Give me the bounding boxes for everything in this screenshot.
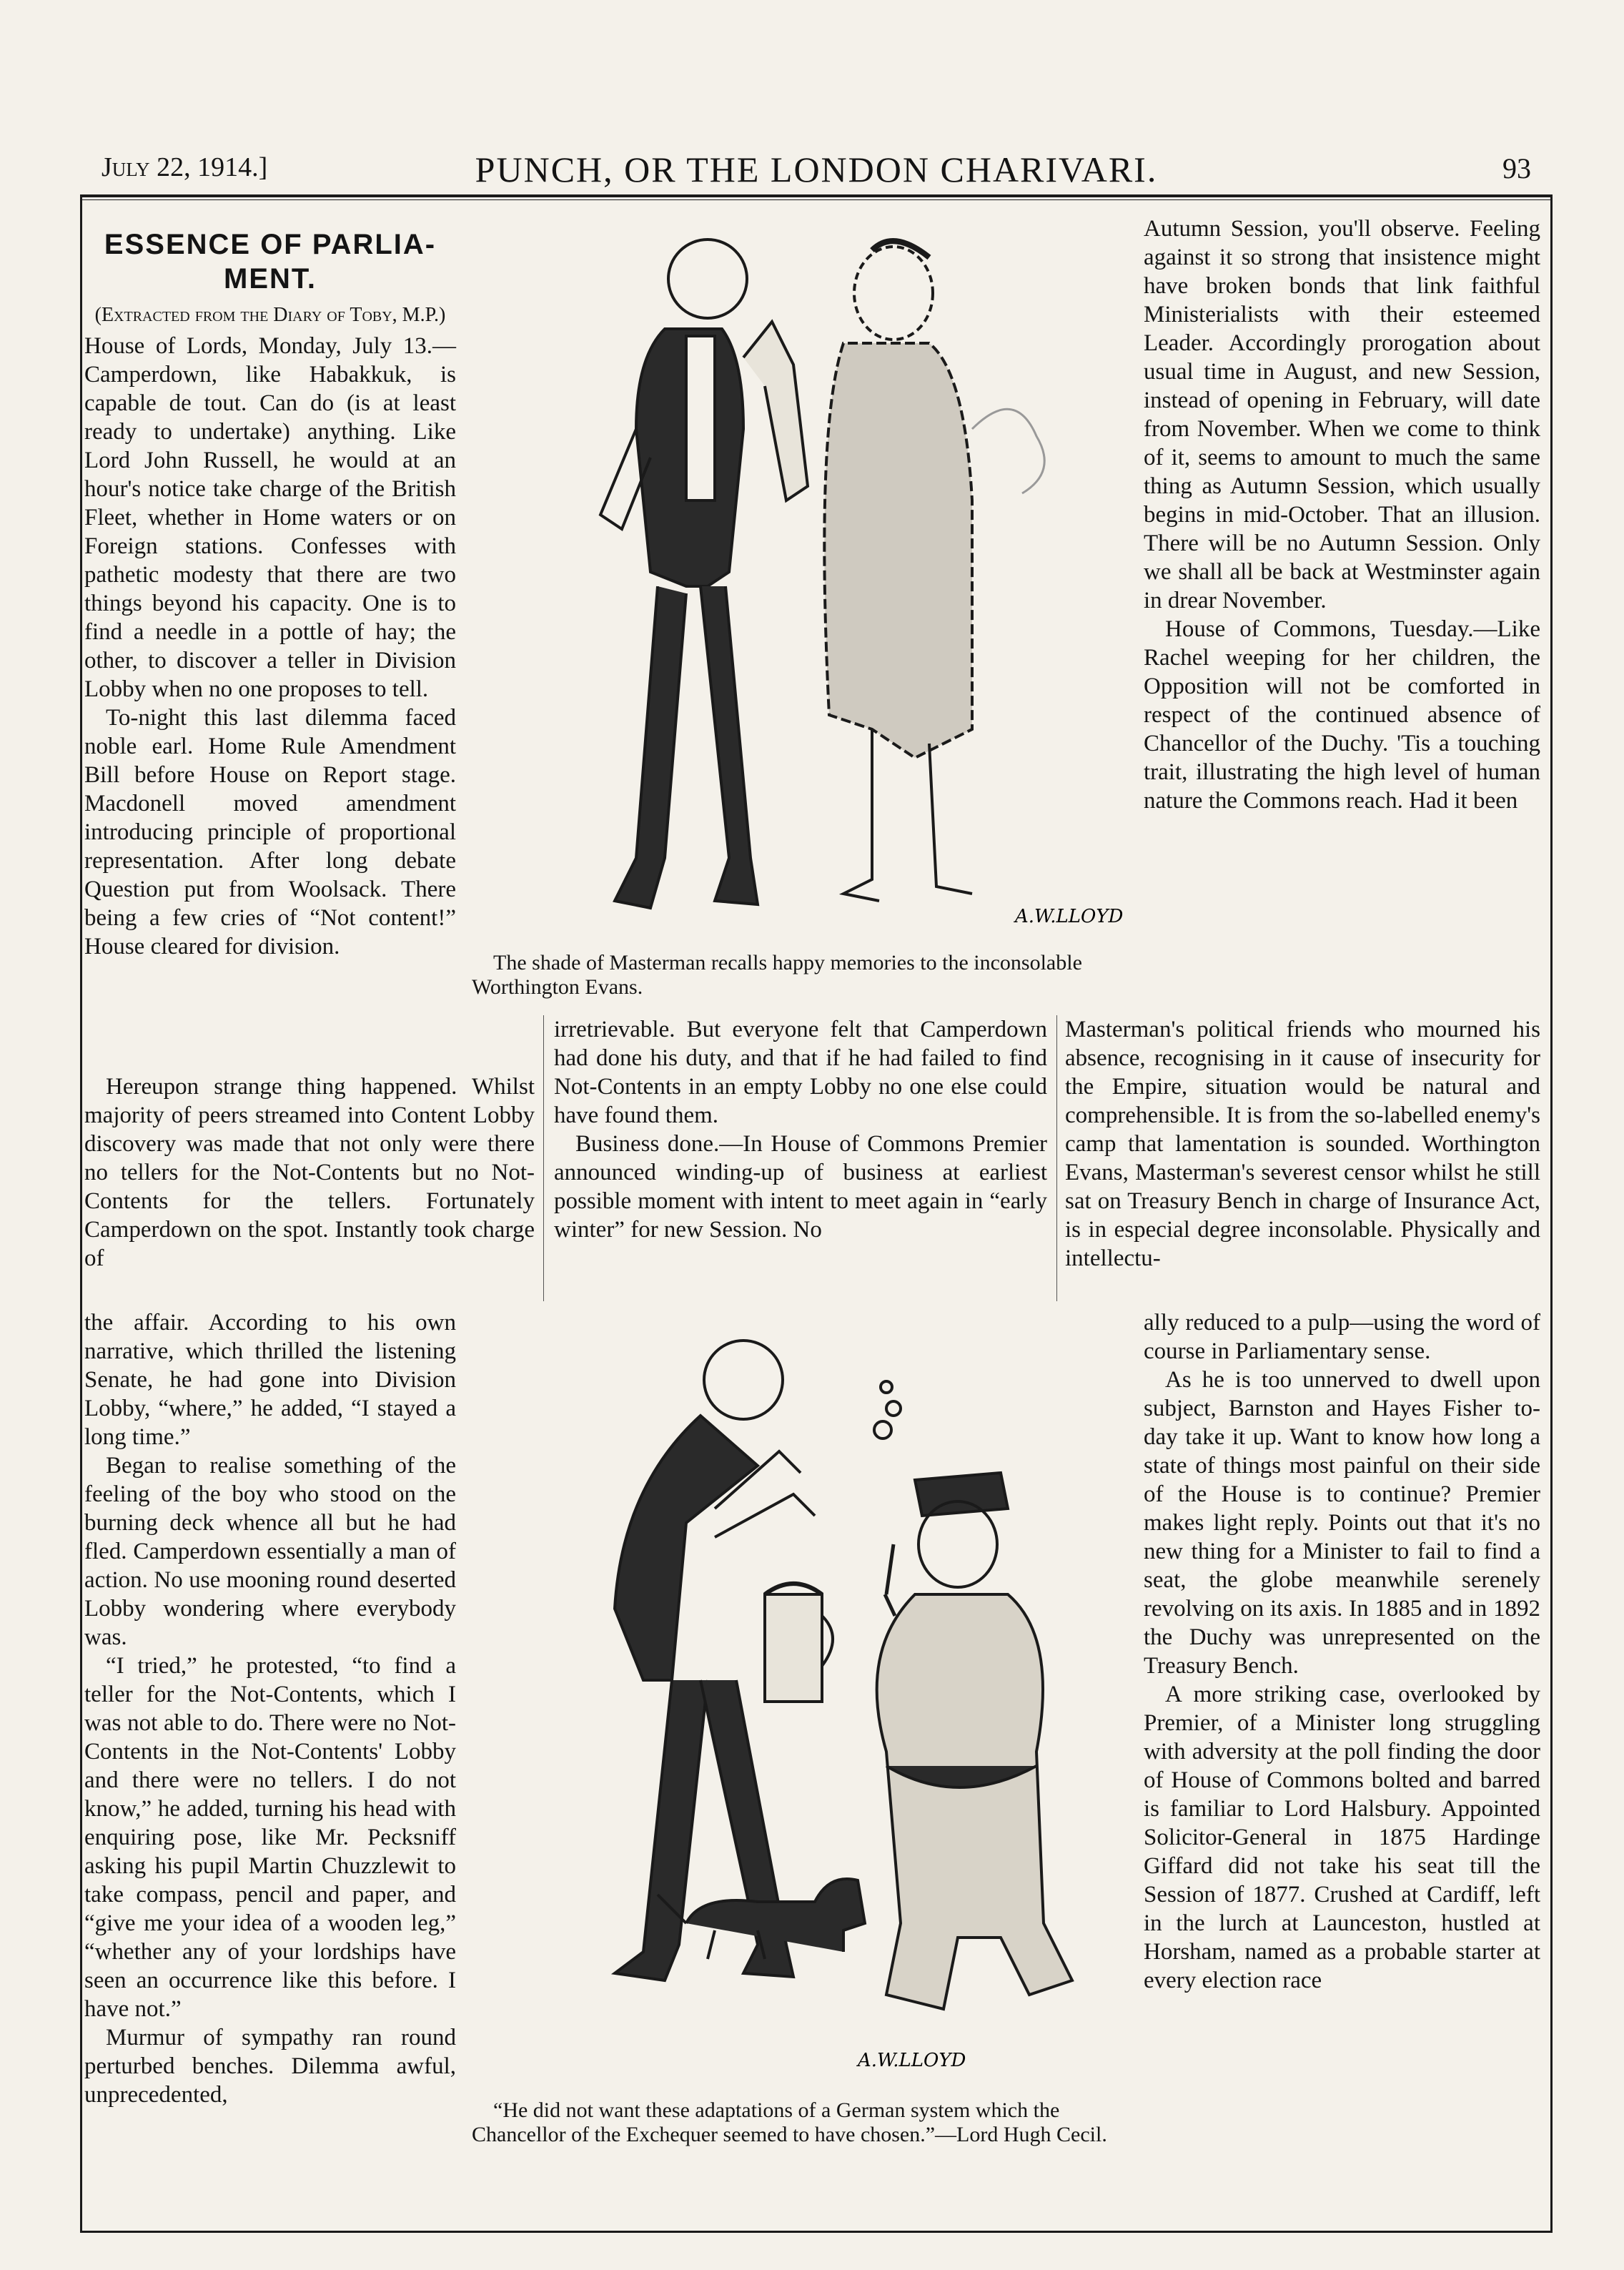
paragraph: Began to realise something of the feeling of the boy who stood on the burning deck whence all but he had fled. Camperdown essentially a man of action. No use mooning round deserted Lobby wondering where everybody was.: [84, 1453, 456, 1650]
top-cartoon-illustration: [472, 214, 1129, 944]
figure-head: [668, 240, 747, 318]
header-rule: [80, 194, 1553, 197]
column-1-middle: [84, 1072, 535, 1273]
paragraph: “I tried,” he protested, “to find a teller for the Not-Contents, which I was not able to do. There were no Not-Contents in the Not-Contents' Lobby and there were no tellers. I do not know,” he added, turning his head with enquiring pose, like Mr. Pecksniff asking his pupil Martin Chuzzlewit to take compass, pencil and paper, and “give me your idea of a wooden leg,” “whether any of your lordships have seen an occurrence like this before. I have not.”: [84, 1653, 456, 2022]
paragraph: Hereupon strange thing happened. Whilst majority of peers streamed into Content Lobby discovery was made that not only were there no tellers for the Not-Contents but no Not-Contents for the tellers. Fortunately Camperdown on the spot. Instantly took charge of: [84, 1074, 535, 1271]
page-number: 93: [1502, 152, 1531, 184]
column-3-top: [1144, 214, 1540, 815]
artist-signature: A.W.LLOYD: [858, 2050, 966, 2071]
page-border-bottom: [80, 2231, 1553, 2233]
masthead-title: PUNCH, OR THE LONDON CHARIVARI.: [475, 149, 1158, 189]
article-headline: ESSENCE OF PARLIA-MENT.: [104, 229, 437, 295]
paragraph: ally reduced to a pulp—using the word of course in Parliamentary sense.: [1144, 1310, 1540, 1364]
paragraph: the affair. According to his own narrative, which thrilled the listening Senate, he had gone into Division Lobby, “where,” he added, “I stayed a long time.”: [84, 1310, 456, 1450]
column-3-middle: [1065, 1015, 1540, 1273]
page-border-left: [80, 194, 82, 2232]
header-rule-thin: [80, 199, 1553, 200]
paragraph: irretrievable. But everyone felt that Camperdown had done his duty, and that if he had failed to find Not-Contents in an empty Lobby no one else could have found them.: [554, 1017, 1047, 1128]
artist-signature: A.W.LLOYD: [1015, 906, 1124, 927]
paragraph: Business done.—In House of Commons Premier announced winding-up of business at earliest possible moment with intent to meet again in “early winter” for new Session. No: [554, 1131, 1047, 1243]
paragraph: Masterman's political friends who mourned his absence, recognising in it cause of insecurity for the Empire, situation would be natural and comprehensible. It is from the so-labelled enemy's camp that lamentation is sounded. Worthington Evans, Masterman's severest censor whilst he still sat on Treasury Bench in charge of Insurance Act, is in especial degree inconsolable. Physically and intellectu-: [1065, 1017, 1540, 1271]
paragraph: As he is too unnerved to dwell upon subject, Barnston and Hayes Fisher to-day take it up. Want to know how long a state of things most painful on their side of the House is to continue? Premier makes light reply. Points out that it's no new thing for a Minister to fail to find a seat, the globe meanwhile serenely revolving on its axis. In 1885 and in 1892 the Duchy was unrepresented on the Treasury Bench.: [1144, 1367, 1540, 1679]
column-3-bottom: [1144, 1308, 1540, 1995]
paragraph: House of Commons, Tuesday.—Like Rachel weeping for her children, the Opposition will not be comforted in respect of the continued absence of Chancellor of the Duchy. 'Tis a touching trait, illustrating the high level of human nature the Commons reach. Had it been: [1144, 616, 1540, 814]
issue-date: July 22, 1914.]: [102, 152, 268, 182]
column-1-bottom: [84, 1308, 456, 2109]
column-divider: [1056, 1015, 1057, 1301]
paragraph: A more striking case, overlooked by Premier, of a Minister long struggling with adversity at the poll finding the door of House of Commons bolted and barred is familiar to Lord Halsbury. Appointed Solicitor-General in 1875 Hardinge Giffard did not take his seat till the Session of 1877. Crushed at Cardiff, left in the lurch at Launceston, hustled at Horsham, named as a probable starter at every election race: [1144, 1682, 1540, 1993]
column-divider: [543, 1015, 544, 1301]
article-subheading: (Extracted from the Diary of Toby, M.P.): [94, 304, 446, 326]
column-1-top: [84, 227, 456, 961]
page-border-right: [1550, 194, 1553, 2232]
paragraph: House of Lords, Monday, July 13.—Camperdown, like Habakkuk, is capable de tout. Can do (is at least ready to undertake) anything. Like Lord John Russell, he would at an hour's notice take charge of the British Fleet, whether in Home waters or on Foreign stations. Confesses with pathetic modesty that there are two things beyond his capacity. One is to find a needle in a pottle of hay; the other, to discover a teller in Division Lobby when no one proposes to tell.: [84, 333, 456, 702]
column-2-middle: [554, 1015, 1047, 1244]
paragraph: Autumn Session, you'll observe. Feeling against it so strong that insistence might have broken bonds that link faithful Ministerialists with their esteemed Leader. Accordingly prorogation about usual time in August, and new Session, instead of opening in February, will date from November. When we come to think of it, seems to amount to much the same thing as Autumn Session, which usually begins in mid-October. That an illusion. There will be no Autumn Session. Only we shall all be back at Westminster again in drear November.: [1144, 216, 1540, 613]
top-cartoon-caption: The shade of Masterman recalls happy memories to the inconsolable Worthington Evans.: [472, 951, 1082, 999]
page-header: [80, 149, 1553, 190]
bottom-cartoon-illustration: [457, 1308, 1129, 2081]
paragraph: To-night this last dilemma faced noble earl. Home Rule Amendment Bill before House on Report stage. Macdonell moved amendment introducing principle of proportional representation. After long debate Question put from Woolsack. There being a few cries of “Not content!” House cleared for division.: [84, 705, 456, 959]
bottom-cartoon-caption: “He did not want these adaptations of a German system which the Chancellor of the Exchequer seemed to have chosen.”—Lord Hugh Cecil.: [472, 2098, 1107, 2146]
paragraph: Murmur of sympathy ran round perturbed benches. Dilemma awful, unprecedented,: [84, 2025, 456, 2108]
